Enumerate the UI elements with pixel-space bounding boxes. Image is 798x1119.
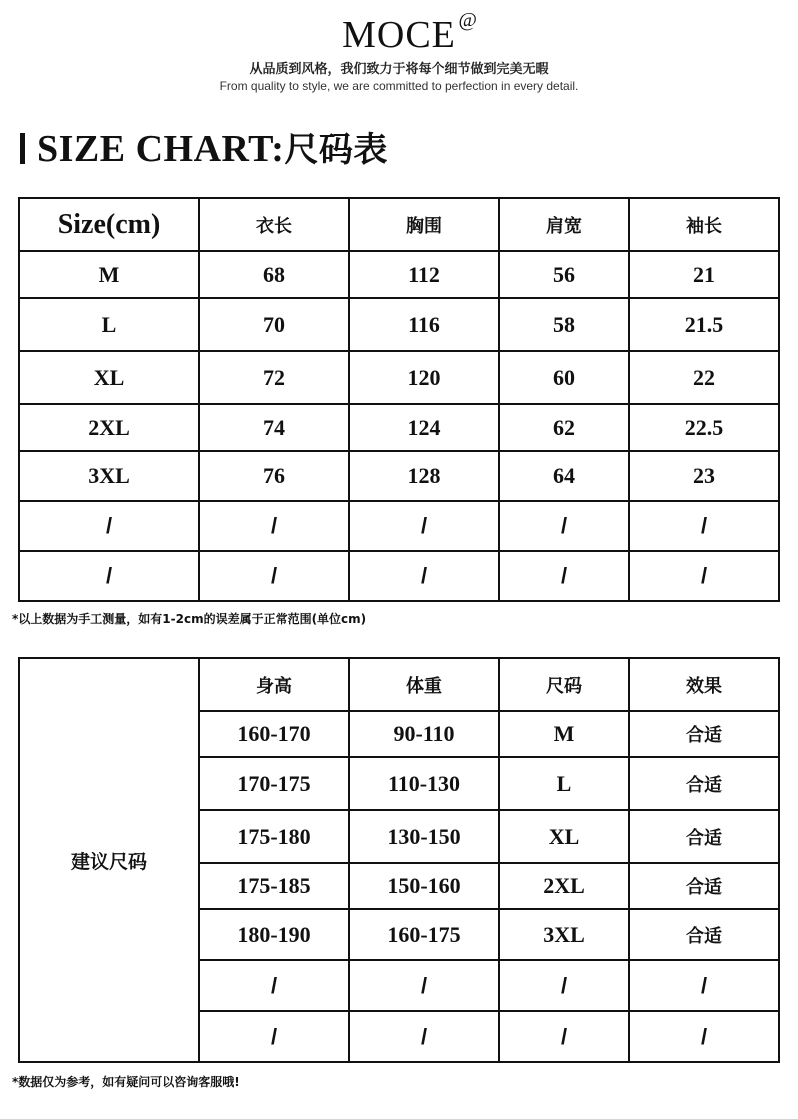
section-title-bar	[20, 133, 25, 164]
header-size-code: 尺码	[499, 658, 629, 711]
section-title-cn: 尺码表	[284, 130, 388, 170]
table-cell: 128	[349, 451, 499, 501]
header-length: 衣长	[199, 198, 349, 251]
section-title-en: SIZE CHART:	[37, 128, 285, 170]
table-cell: /	[349, 960, 499, 1011]
table-row	[19, 551, 779, 601]
table-cell: M	[499, 711, 629, 757]
table-cell: /	[499, 960, 629, 1011]
brand-header	[0, 9, 798, 58]
table-cell: /	[629, 960, 779, 1011]
table-cell: 116	[349, 298, 499, 351]
slogan-english: From quality to style, we are committed to perfection in every detail.	[219, 79, 579, 93]
table-cell: 2XL	[499, 863, 629, 909]
table-row	[19, 298, 779, 351]
table-cell: 合适	[629, 909, 779, 960]
table-cell: /	[349, 1011, 499, 1062]
recommended-size-table	[18, 657, 780, 1063]
table-cell: /	[19, 501, 199, 551]
size-table-header-row	[19, 198, 779, 251]
header-fit: 效果	[629, 658, 779, 711]
table-cell: 70	[199, 298, 349, 351]
table-cell: L	[499, 757, 629, 810]
table-cell: /	[199, 551, 349, 601]
table-cell: 124	[349, 404, 499, 451]
header-size: Size(cm)	[19, 198, 199, 251]
table-cell: 72	[199, 351, 349, 404]
table-cell: XL	[499, 810, 629, 863]
table-cell: /	[199, 1011, 349, 1062]
reference-note: *数据仅为参考，如有疑问可以咨询客服哦!	[12, 1075, 240, 1089]
rec-table-header-row	[19, 658, 779, 711]
table-cell: 64	[499, 451, 629, 501]
table-cell: 2XL	[19, 404, 199, 451]
table-cell: /	[629, 1011, 779, 1062]
table-row	[19, 404, 779, 451]
table-cell: 160-170	[199, 711, 349, 757]
table-cell: 175-185	[199, 863, 349, 909]
table-row	[19, 451, 779, 501]
table-cell: 110-130	[349, 757, 499, 810]
header-height: 身高	[199, 658, 349, 711]
table-cell: 120	[349, 351, 499, 404]
header-chest: 胸围	[349, 198, 499, 251]
table-cell: 68	[199, 251, 349, 298]
table-cell: 21.5	[629, 298, 779, 351]
table-row	[19, 351, 779, 404]
table-row	[19, 501, 779, 551]
table-row	[19, 251, 779, 298]
table-cell: 合适	[629, 810, 779, 863]
table-cell: 60	[499, 351, 629, 404]
table-cell: /	[349, 501, 499, 551]
table-cell: /	[629, 501, 779, 551]
table-cell: 74	[199, 404, 349, 451]
table-cell: 合适	[629, 757, 779, 810]
table-cell: 112	[349, 251, 499, 298]
brand-name: MOCE	[342, 14, 456, 56]
table-cell: 21	[629, 251, 779, 298]
slogan-chinese: 从品质到风格，我们致力于将每个细节做到完美无暇	[249, 62, 549, 77]
table-cell: 76	[199, 451, 349, 501]
table-cell: 130-150	[349, 810, 499, 863]
brand-mark: @	[458, 9, 478, 31]
table-cell: 62	[499, 404, 629, 451]
table-cell: /	[499, 1011, 629, 1062]
recommended-size-label: 建议尺码	[19, 658, 199, 1062]
table-cell: L	[19, 298, 199, 351]
table-cell: /	[629, 551, 779, 601]
table-cell: /	[19, 551, 199, 601]
table-cell: 3XL	[499, 909, 629, 960]
measurement-note: *以上数据为手工测量，如有1-2cm的误差属于正常范围(单位cm)	[12, 612, 367, 626]
table-cell: /	[499, 551, 629, 601]
table-cell: 170-175	[199, 757, 349, 810]
table-cell: 58	[499, 298, 629, 351]
table-cell: 23	[629, 451, 779, 501]
table-cell: 3XL	[19, 451, 199, 501]
section-title	[37, 124, 388, 174]
table-cell: 150-160	[349, 863, 499, 909]
brand-logo	[342, 9, 478, 58]
header-shoulder: 肩宽	[499, 198, 629, 251]
table-cell: /	[199, 960, 349, 1011]
table-cell: 180-190	[199, 909, 349, 960]
table-cell: 合适	[629, 711, 779, 757]
table-cell: 56	[499, 251, 629, 298]
table-cell: 175-180	[199, 810, 349, 863]
table-cell: 合适	[629, 863, 779, 909]
header-sleeve: 袖长	[629, 198, 779, 251]
table-cell: /	[499, 501, 629, 551]
table-cell: 160-175	[349, 909, 499, 960]
table-cell: 22	[629, 351, 779, 404]
table-cell: /	[349, 551, 499, 601]
table-cell: /	[199, 501, 349, 551]
table-cell: 90-110	[349, 711, 499, 757]
header-weight: 体重	[349, 658, 499, 711]
table-cell: M	[19, 251, 199, 298]
size-chart-table	[18, 197, 780, 602]
table-cell: XL	[19, 351, 199, 404]
table-cell: 22.5	[629, 404, 779, 451]
